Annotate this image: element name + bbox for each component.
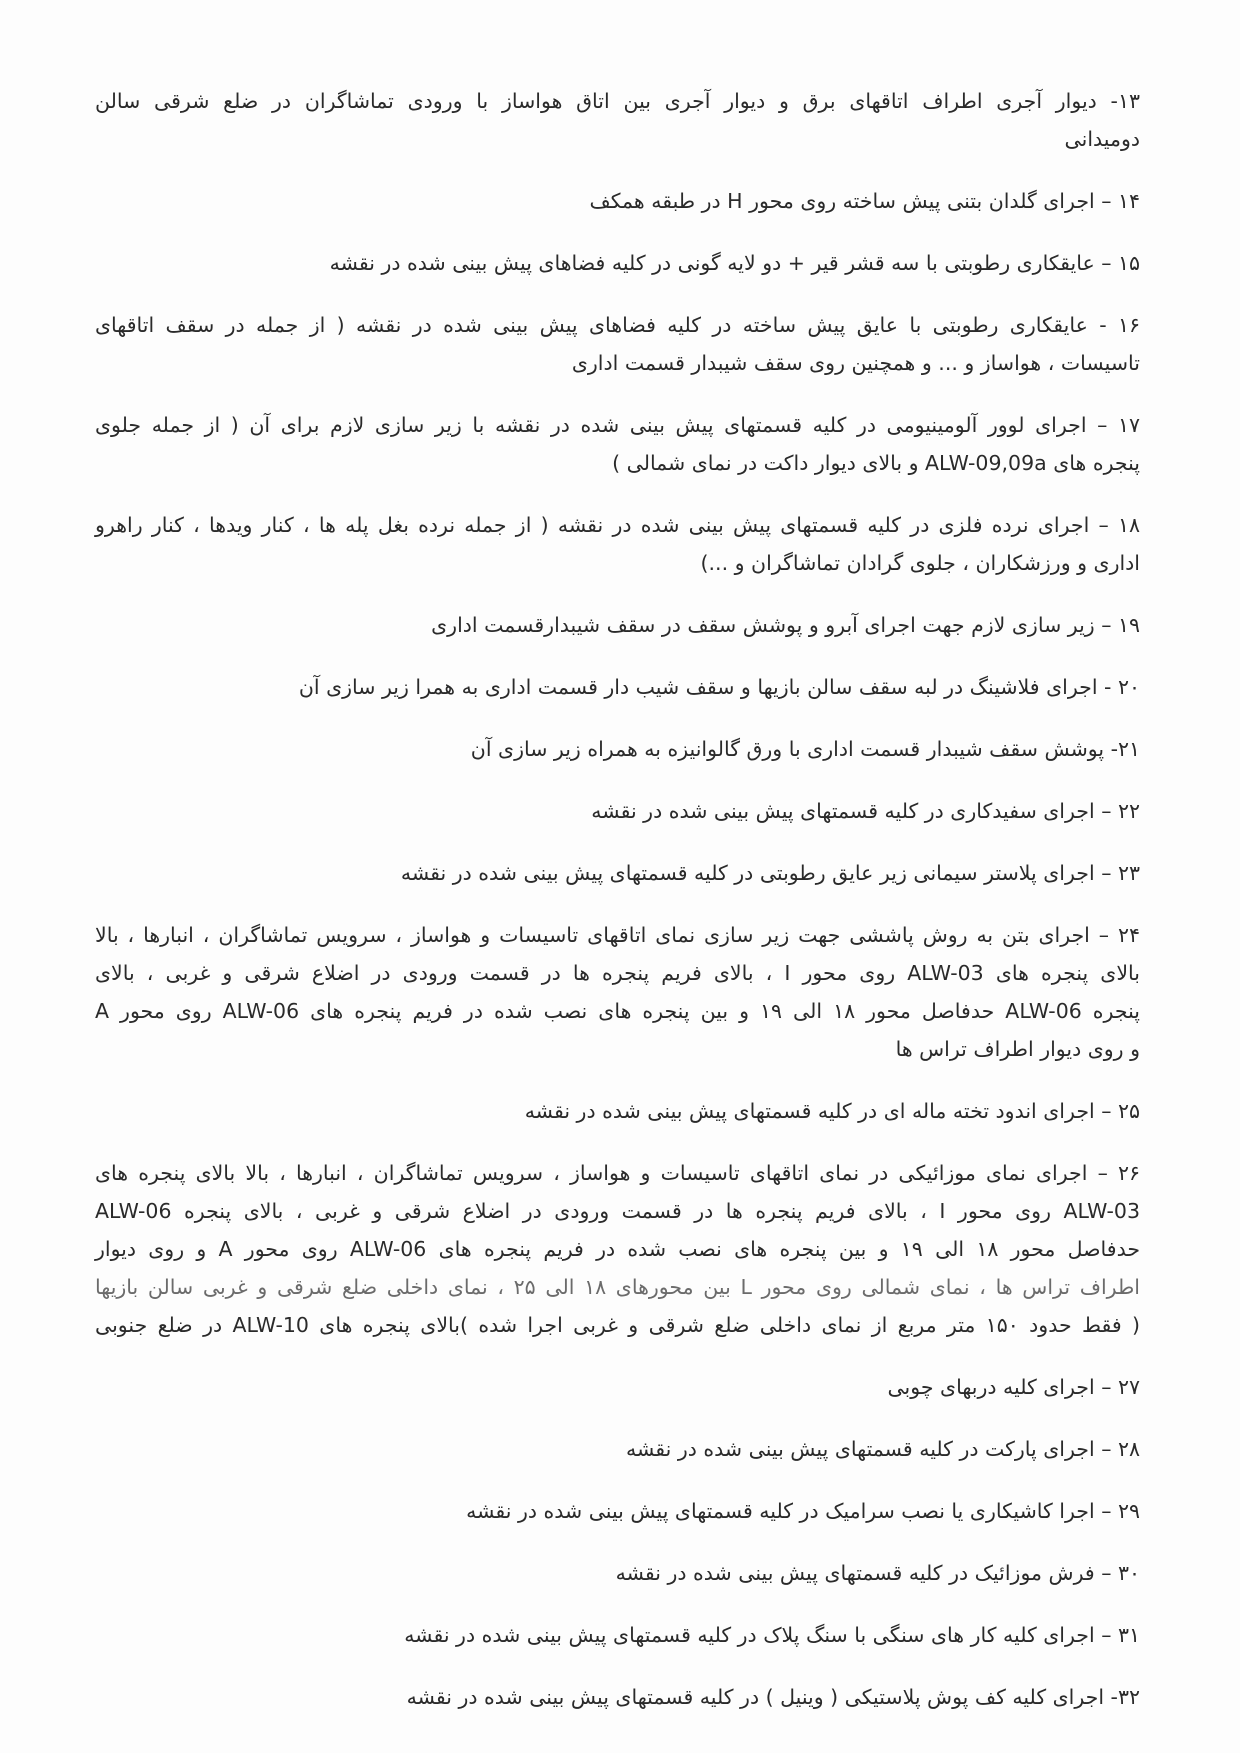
item-line: پنجره ALW-06 حدفاصل محور ۱۸ الی ۱۹ و بین پنجره های نصب شده در فریم پنجره های ALW-06 روی محور A (95, 999, 1140, 1023)
item-line: ۲۲ – اجرای سفیدکاری در کلیه قسمتهای پیش بینی شده در نقشه (591, 799, 1140, 823)
item-line: ۲۳ – اجرای پلاستر سیمانی زیر عایق رطوبتی در کلیه قسمتهای پیش بینی شده در نقشه (400, 861, 1140, 885)
list-item-16 (95, 306, 1140, 382)
list-item-17 (95, 406, 1140, 482)
item-line: پنجره های ALW-09,09a و بالای دیوار داکت در نمای شمالی ) (612, 451, 1140, 475)
item-line: ۱۵ – عایقکاری رطوبتی با سه قشر قیر + دو لایه گونی در کلیه فضاهای پیش بینی شده در نقشه (329, 251, 1140, 275)
list-item-23 (95, 854, 1140, 892)
item-line: حدفاصل محور ۱۸ الی ۱۹ و بین پنجره های نصب شده در فریم پنجره های ALW-06 روی محور A و روی دیوار (95, 1237, 1140, 1261)
item-line: ۱۸ – اجرای نرده فلزی در کلیه قسمتهای پیش بینی شده در نقشه ( از جمله نرده بغل پله ها ، کنار ویدها ، کنار راهرو (95, 513, 1140, 537)
item-line: ۱۶ - عایقکاری رطوبتی با عایق پیش ساخته در کلیه فضاهای پیش بینی شده در نقشه ( از جمله در سقف اتاقهای (95, 313, 1140, 337)
list-item-31 (95, 1616, 1140, 1654)
list-item-28 (95, 1430, 1140, 1468)
item-line: ۱۷ – اجرای لوور آلومینیومی در کلیه قسمتهای پیش بینی شده در نقشه با زیر سازی لازم برای آن ( از جمله جلوی (95, 413, 1140, 437)
item-line: بالای پنجره های ALW-03 روی محور I ، بالای فریم پنجره ها در قسمت ورودی در اضلاع شرقی و غربی ، بالای (95, 961, 1140, 985)
list-item-15 (95, 244, 1140, 282)
list-item-22 (95, 792, 1140, 830)
list-item-30 (95, 1554, 1140, 1592)
item-line: ۲۴ – اجرای بتن به روش پاششی جهت زیر سازی نمای اتاقهای تاسیسات و هواساز ، سرویس تماشاگران ، انبارها ، بالا (95, 923, 1140, 947)
item-line: ( فقط حدود ۱۵۰ متر مربع از نمای داخلی ضلع شرقی و غربی اجرا شده )بالای پنجره های ALW-10 در ضلع جنوبی (95, 1313, 1140, 1337)
item-line: دومیدانی (1064, 127, 1140, 151)
item-line: ۳۰ – فرش موزائیک در کلیه قسمتهای پیش بینی شده در نقشه (615, 1561, 1140, 1585)
item-line: و روی دیوار اطراف تراس ها (895, 1037, 1140, 1061)
item-line: ۲۸ – اجرای پارکت در کلیه قسمتهای پیش بینی شده در نقشه (626, 1437, 1140, 1461)
item-line: ۲۶ – اجرای نمای موزائیکی در نمای اتاقهای تاسیسات و هواساز ، سرویس تماشاگران ، انبارها ، بالا بالای پنجره های (95, 1161, 1140, 1185)
item-line: ۲۷ – اجرای کلیه دربهای چوبی (887, 1375, 1140, 1399)
item-line: ۳۲- اجرای کلیه کف پوش پلاستیکی ( وینیل ) در کلیه قسمتهای پیش بینی شده در نقشه (406, 1685, 1140, 1709)
item-line: ۲۵ – اجرای اندود تخته ماله ای در کلیه قسمتهای پیش بینی شده در نقشه (524, 1099, 1140, 1123)
list-item-14 (95, 182, 1140, 220)
item-line: ۲۹ – اجرا کاشیکاری یا نصب سرامیک در کلیه قسمتهای پیش بینی شده در نقشه (466, 1499, 1140, 1523)
item-line: اطراف تراس ها ، نمای شمالی روی محور L بین محورهای ۱۸ الی ۲۵ ، نمای داخلی ضلع شرقی و غربی سالن بازیها (95, 1275, 1140, 1299)
list-item-25 (95, 1092, 1140, 1130)
list-item-13 (95, 82, 1140, 158)
list-item-32 (95, 1678, 1140, 1716)
item-line: تاسیسات ، هواساز و ... و همچنین روی سقف شیبدار قسمت اداری (571, 351, 1140, 375)
list-item-19 (95, 606, 1140, 644)
list-item-21 (95, 730, 1140, 768)
item-line: ۱۳- دیوار آجری اطراف اتاقهای برق و دیوار آجری بین اتاق هواساز با ورودی تماشاگران در ضلع شرقی سالن (95, 89, 1140, 113)
item-line: ۳۱ – اجرای کلیه کار های سنگی با سنگ پلاک در کلیه قسمتهای پیش بینی شده در نقشه (404, 1623, 1140, 1647)
item-line: ۱۹ – زیر سازی لازم جهت اجرای آبرو و پوشش سقف در سقف شیبدارقسمت اداری (431, 613, 1140, 637)
list-item-24 (95, 916, 1140, 1068)
item-list (95, 82, 1140, 1740)
list-item-18 (95, 506, 1140, 582)
item-line: ۲۰ - اجرای فلاشینگ در لبه سقف سالن بازیها و سقف شیب دار قسمت اداری به همرا زیر سازی آن (298, 675, 1140, 699)
item-line: اداری و ورزشکاران ، جلوی گرادان تماشاگران و ...) (700, 551, 1140, 575)
list-item-20 (95, 668, 1140, 706)
list-item-29 (95, 1492, 1140, 1530)
list-item-26 (95, 1154, 1140, 1344)
item-line: ۱۴ – اجرای گلدان بتنی پیش ساخته روی محور H در طبقه همکف (589, 189, 1140, 213)
item-line: ALW-03 روی محور I ، بالای فریم پنجره ها در قسمت ورودی در اضلاع شرقی و غربی ، بالای پنجره ALW-06 (95, 1199, 1140, 1223)
list-item-27 (95, 1368, 1140, 1406)
item-line: ۲۱- پوشش سقف شیبدار قسمت اداری با ورق گالوانیزه به همراه زیر سازی آن (470, 737, 1140, 761)
